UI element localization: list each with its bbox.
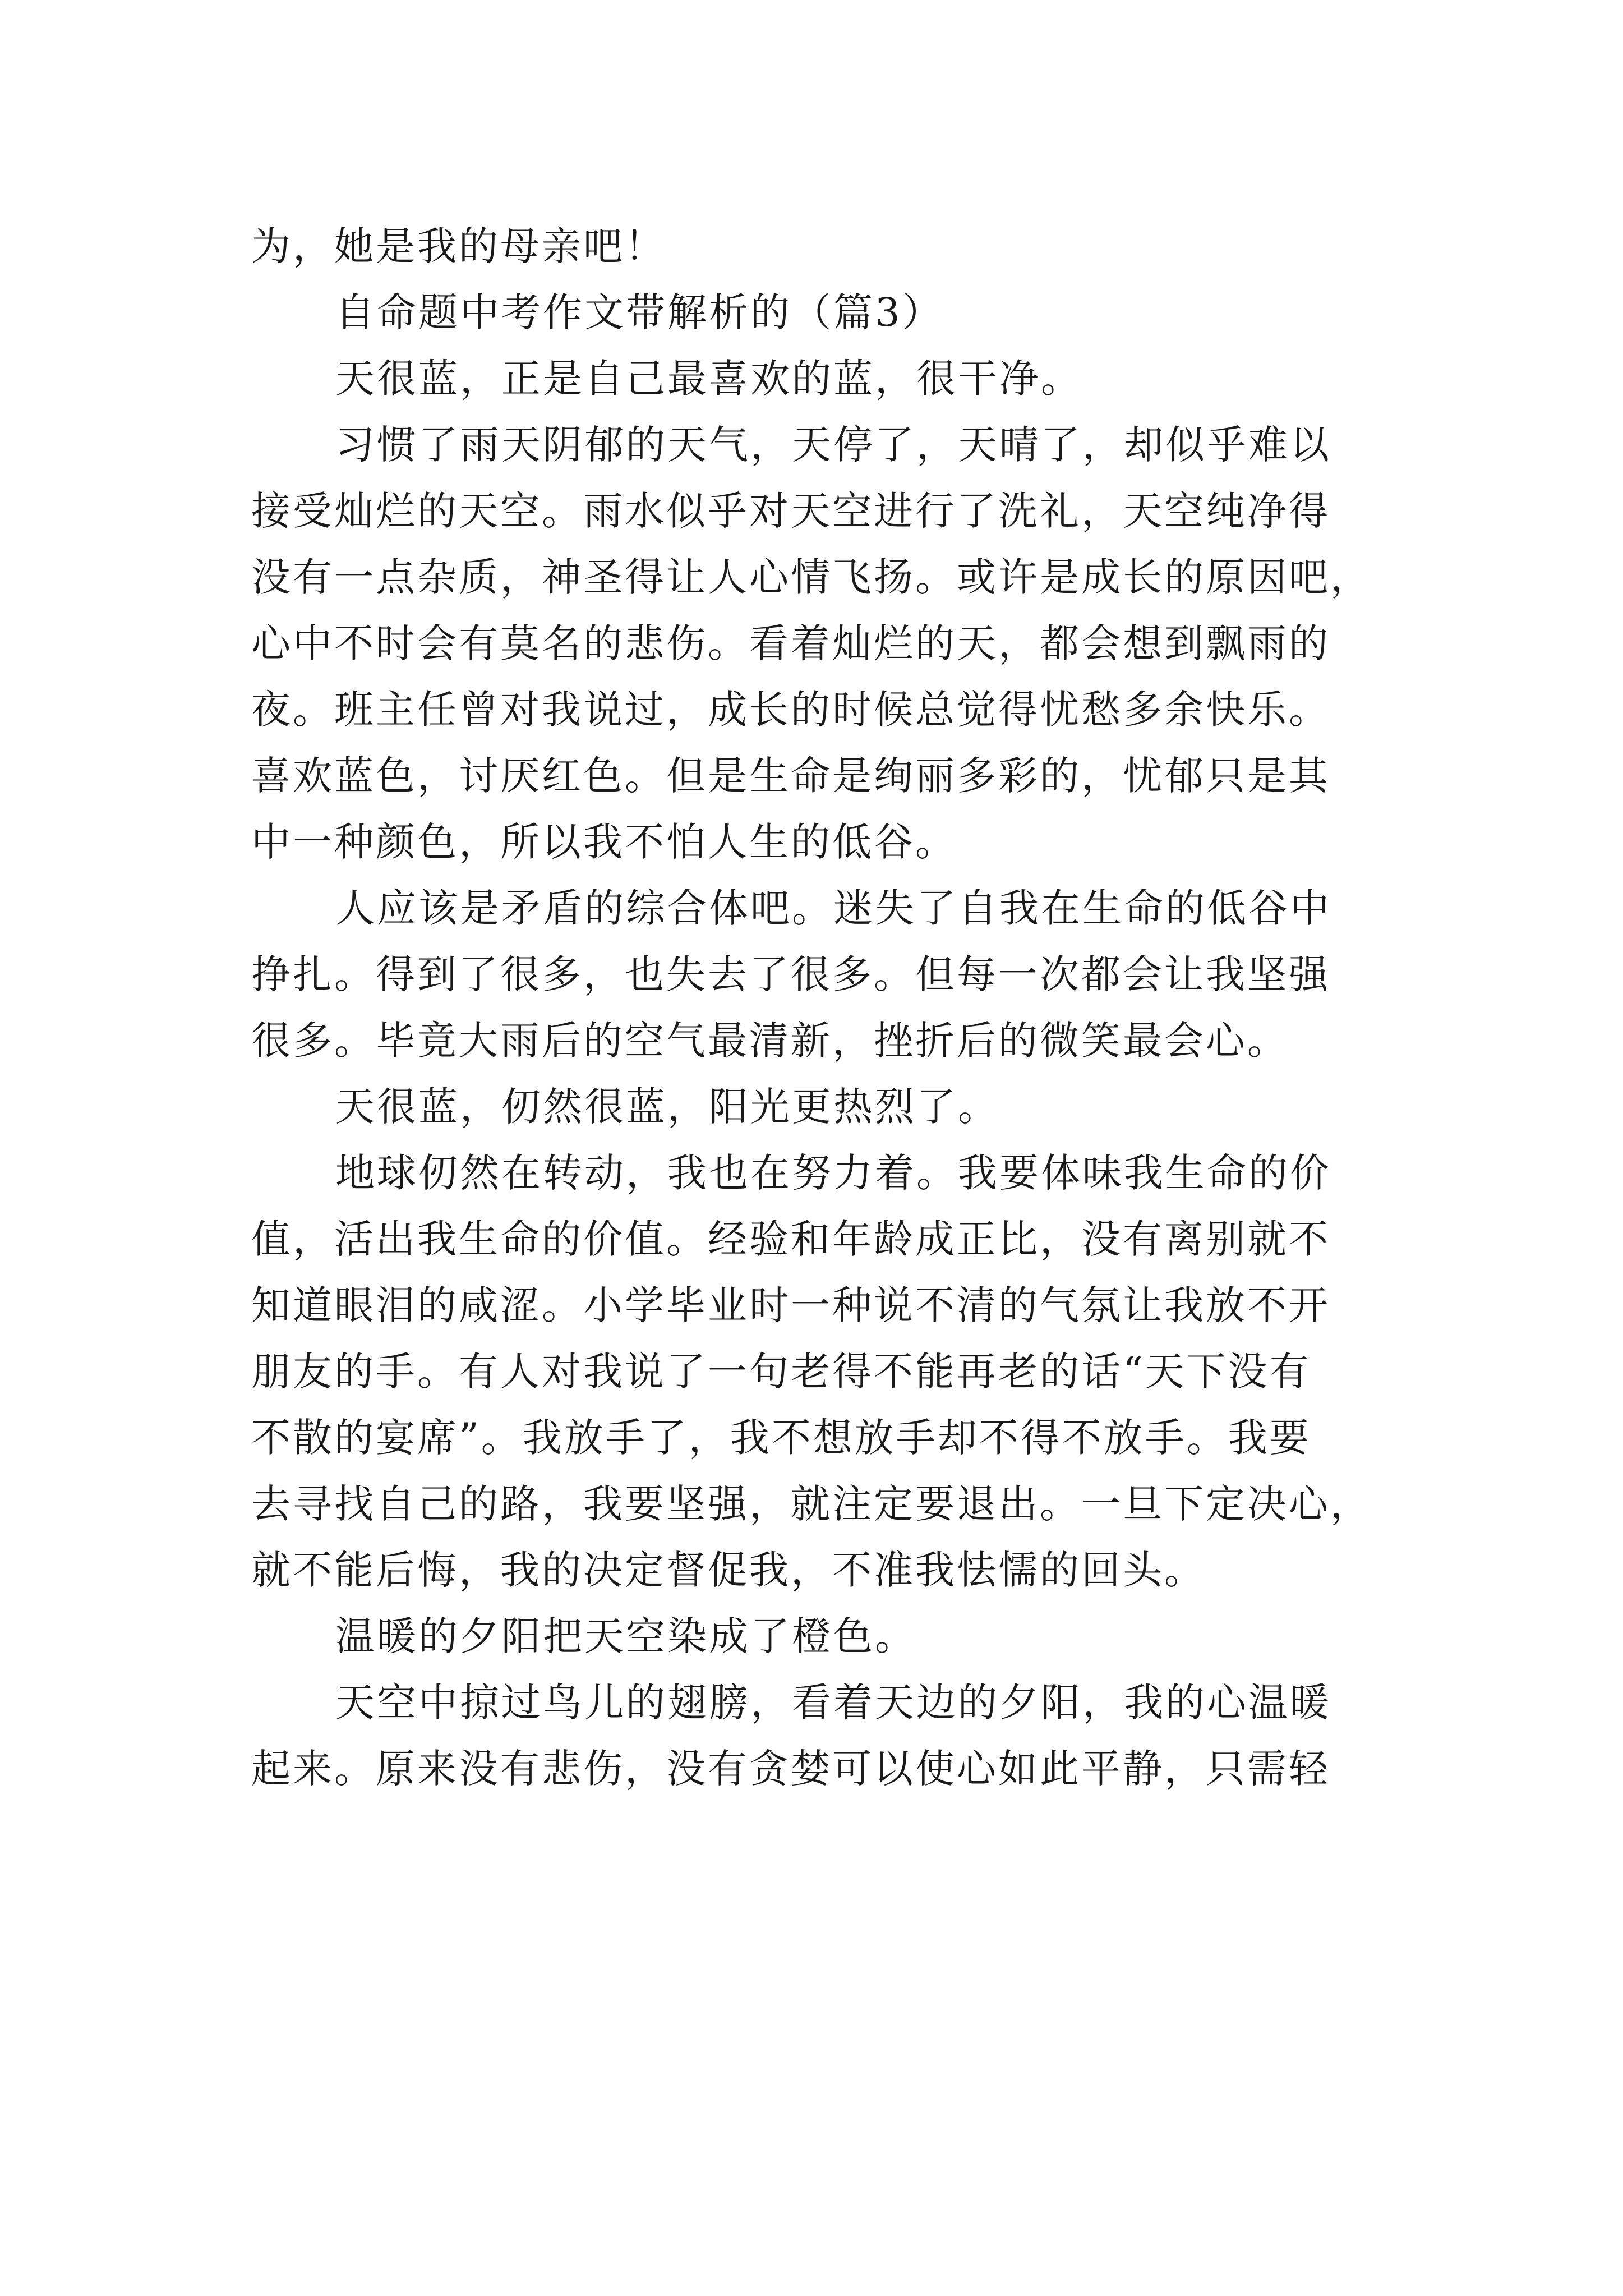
document-body bbox=[251, 213, 1390, 1802]
text-line: 中一种颜色，所以我不怕人生的低谷。 bbox=[251, 819, 957, 865]
text-line: 夜。班主任曾对我说过，成长的时候总觉得忧愁多余快乐。 bbox=[251, 687, 1330, 733]
text-line: 喜欢蓝色，讨厌红色。但是生命是绚丽多彩的，忧郁只是其 bbox=[251, 753, 1330, 799]
text-line: 朋友的手。有人对我说了一句老得不能再老的话“天下没有 bbox=[251, 1349, 1311, 1395]
text-line: 接受灿烂的天空。雨水似乎对天空进行了洗礼，天空纯净得 bbox=[251, 488, 1330, 534]
text-line: 习惯了雨天阴郁的天气，天停了，天晴了，却似乎难以 bbox=[335, 422, 1331, 468]
text-line: 地球仞然在转动，我也在努力着。我要体味我生命的价 bbox=[335, 1150, 1331, 1196]
text-line: 不散的宴席”。我放手了，我不想放手却不得不放手。我要 bbox=[251, 1415, 1311, 1461]
text-line: 心中不时会有莫名的悲伤。看着灿烂的天，都会想到飘雨的 bbox=[251, 620, 1330, 666]
text-line: 温暖的夕阳把天空染成了橙色。 bbox=[335, 1613, 916, 1659]
text-line: 就不能后悔，我的决定督促我，不准我怯懦的回头。 bbox=[251, 1547, 1206, 1593]
text-line: 天很蓝，正是自己最喜欢的蓝，很干净。 bbox=[335, 356, 1082, 402]
text-line: 起来。原来没有悲伤，没有贪婪可以使心如此平静，只需轻 bbox=[251, 1746, 1330, 1792]
text-line: 没有一点杂质，神圣得让人心情飞扬。或许是成长的原因吧， bbox=[251, 554, 1372, 600]
text-line: 人应该是矛盾的综合体吧。迷失了自我在生命的低谷中 bbox=[335, 885, 1331, 931]
text-line: 去寻找自己的路，我要坚强，就注定要退出。一旦下定决心， bbox=[251, 1481, 1372, 1527]
text-line: 知道眼泪的咸涩。小学毕业时一种说不清的气氛让我放不开 bbox=[251, 1282, 1330, 1328]
section-heading: 自命题中考作文带解析的（篇3） bbox=[335, 289, 944, 335]
text-line: 为，她是我的母亲吧！ bbox=[251, 223, 666, 269]
text-line: 很多。毕竟大雨后的空气最清新，挫折后的微笑最会心。 bbox=[251, 1018, 1289, 1064]
text-line: 值，活出我生命的价值。经验和年龄成正比，没有离别就不 bbox=[251, 1216, 1330, 1262]
text-line: 天空中掠过鸟儿的翅膀，看着天边的夕阳，我的心温暖 bbox=[335, 1680, 1331, 1726]
text-line: 挣扎。得到了很多，也失去了很多。但每一次都会让我坚强 bbox=[251, 951, 1330, 997]
text-line: 天很蓝，仞然很蓝，阳光更热烈了。 bbox=[335, 1084, 999, 1130]
